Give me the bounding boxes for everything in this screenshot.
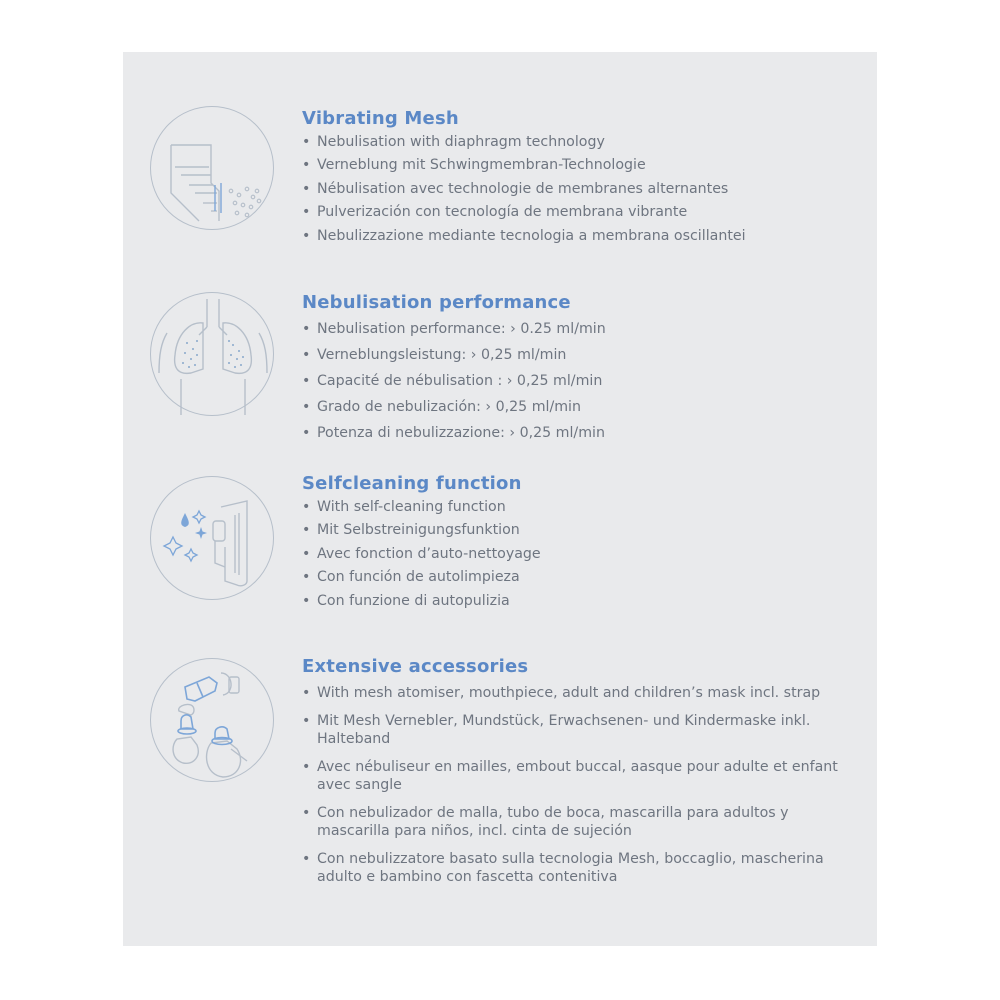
list-item: • Capacité de nébulisation : › 0,25 ml/min xyxy=(302,373,854,390)
section-heading: Extensive accessories xyxy=(302,656,529,677)
list-item: • Nebulisation performance: › 0.25 ml/min xyxy=(302,321,854,338)
list-item: • Nébulisation avec technologie de membranes alternantes xyxy=(302,181,854,198)
list-item: • Verneblung mit Schwingmembran-Technologie xyxy=(302,157,854,174)
nebuliser-mesh-icon xyxy=(150,106,274,230)
section-heading: Vibrating Mesh xyxy=(302,108,459,129)
list-item: • Mit Selbstreinigungsfunktion xyxy=(302,522,854,539)
accessories-icon xyxy=(150,658,274,782)
section-heading: Nebulisation performance xyxy=(302,292,571,313)
list-item: • With self-cleaning function xyxy=(302,499,854,516)
bullet-list xyxy=(302,134,854,251)
list-item: • Pulverización con tecnología de membrana vibrante xyxy=(302,204,854,221)
list-item: • Potenza di nebulizzazione: › 0,25 ml/min xyxy=(302,425,854,442)
lungs-icon xyxy=(150,292,274,416)
list-item: • Avec fonction d’auto-nettoyage xyxy=(302,546,854,563)
list-item: • With mesh atomiser, mouthpiece, adult and children’s mask incl. strap xyxy=(302,684,854,702)
bullet-list xyxy=(302,684,854,896)
list-item: • Con funzione di autopulizia xyxy=(302,593,854,610)
list-item: • Avec nébuliseur en mailles, embout buccal, aasque pour adulte et enfant avec sangle xyxy=(302,758,854,794)
list-item: • Nebulizzazione mediante tecnologia a membrana oscillantei xyxy=(302,228,854,245)
bullet-list xyxy=(302,321,854,451)
section-heading: Selfcleaning function xyxy=(302,473,522,494)
list-item: • Grado de nebulización: › 0,25 ml/min xyxy=(302,399,854,416)
feature-card xyxy=(123,52,877,946)
self-cleaning-icon xyxy=(150,476,274,600)
list-item: • Con nebulizzatore basato sulla tecnologia Mesh, boccaglio, mascherina adulto e bambino con fascetta contenitiva xyxy=(302,850,854,886)
list-item: • Nebulisation with diaphragm technology xyxy=(302,134,854,151)
list-item: • Verneblungsleistung: › 0,25 ml/min xyxy=(302,347,854,364)
list-item: • Con nebulizador de malla, tubo de boca, mascarilla para adultos y mascarilla para niños, incl. cinta de sujeción xyxy=(302,804,854,840)
list-item: • Mit Mesh Vernebler, Mundstück, Erwachsenen- und Kindermaske inkl. Halteband xyxy=(302,712,854,748)
bullet-list xyxy=(302,499,854,616)
list-item: • Con función de autolimpieza xyxy=(302,569,854,586)
